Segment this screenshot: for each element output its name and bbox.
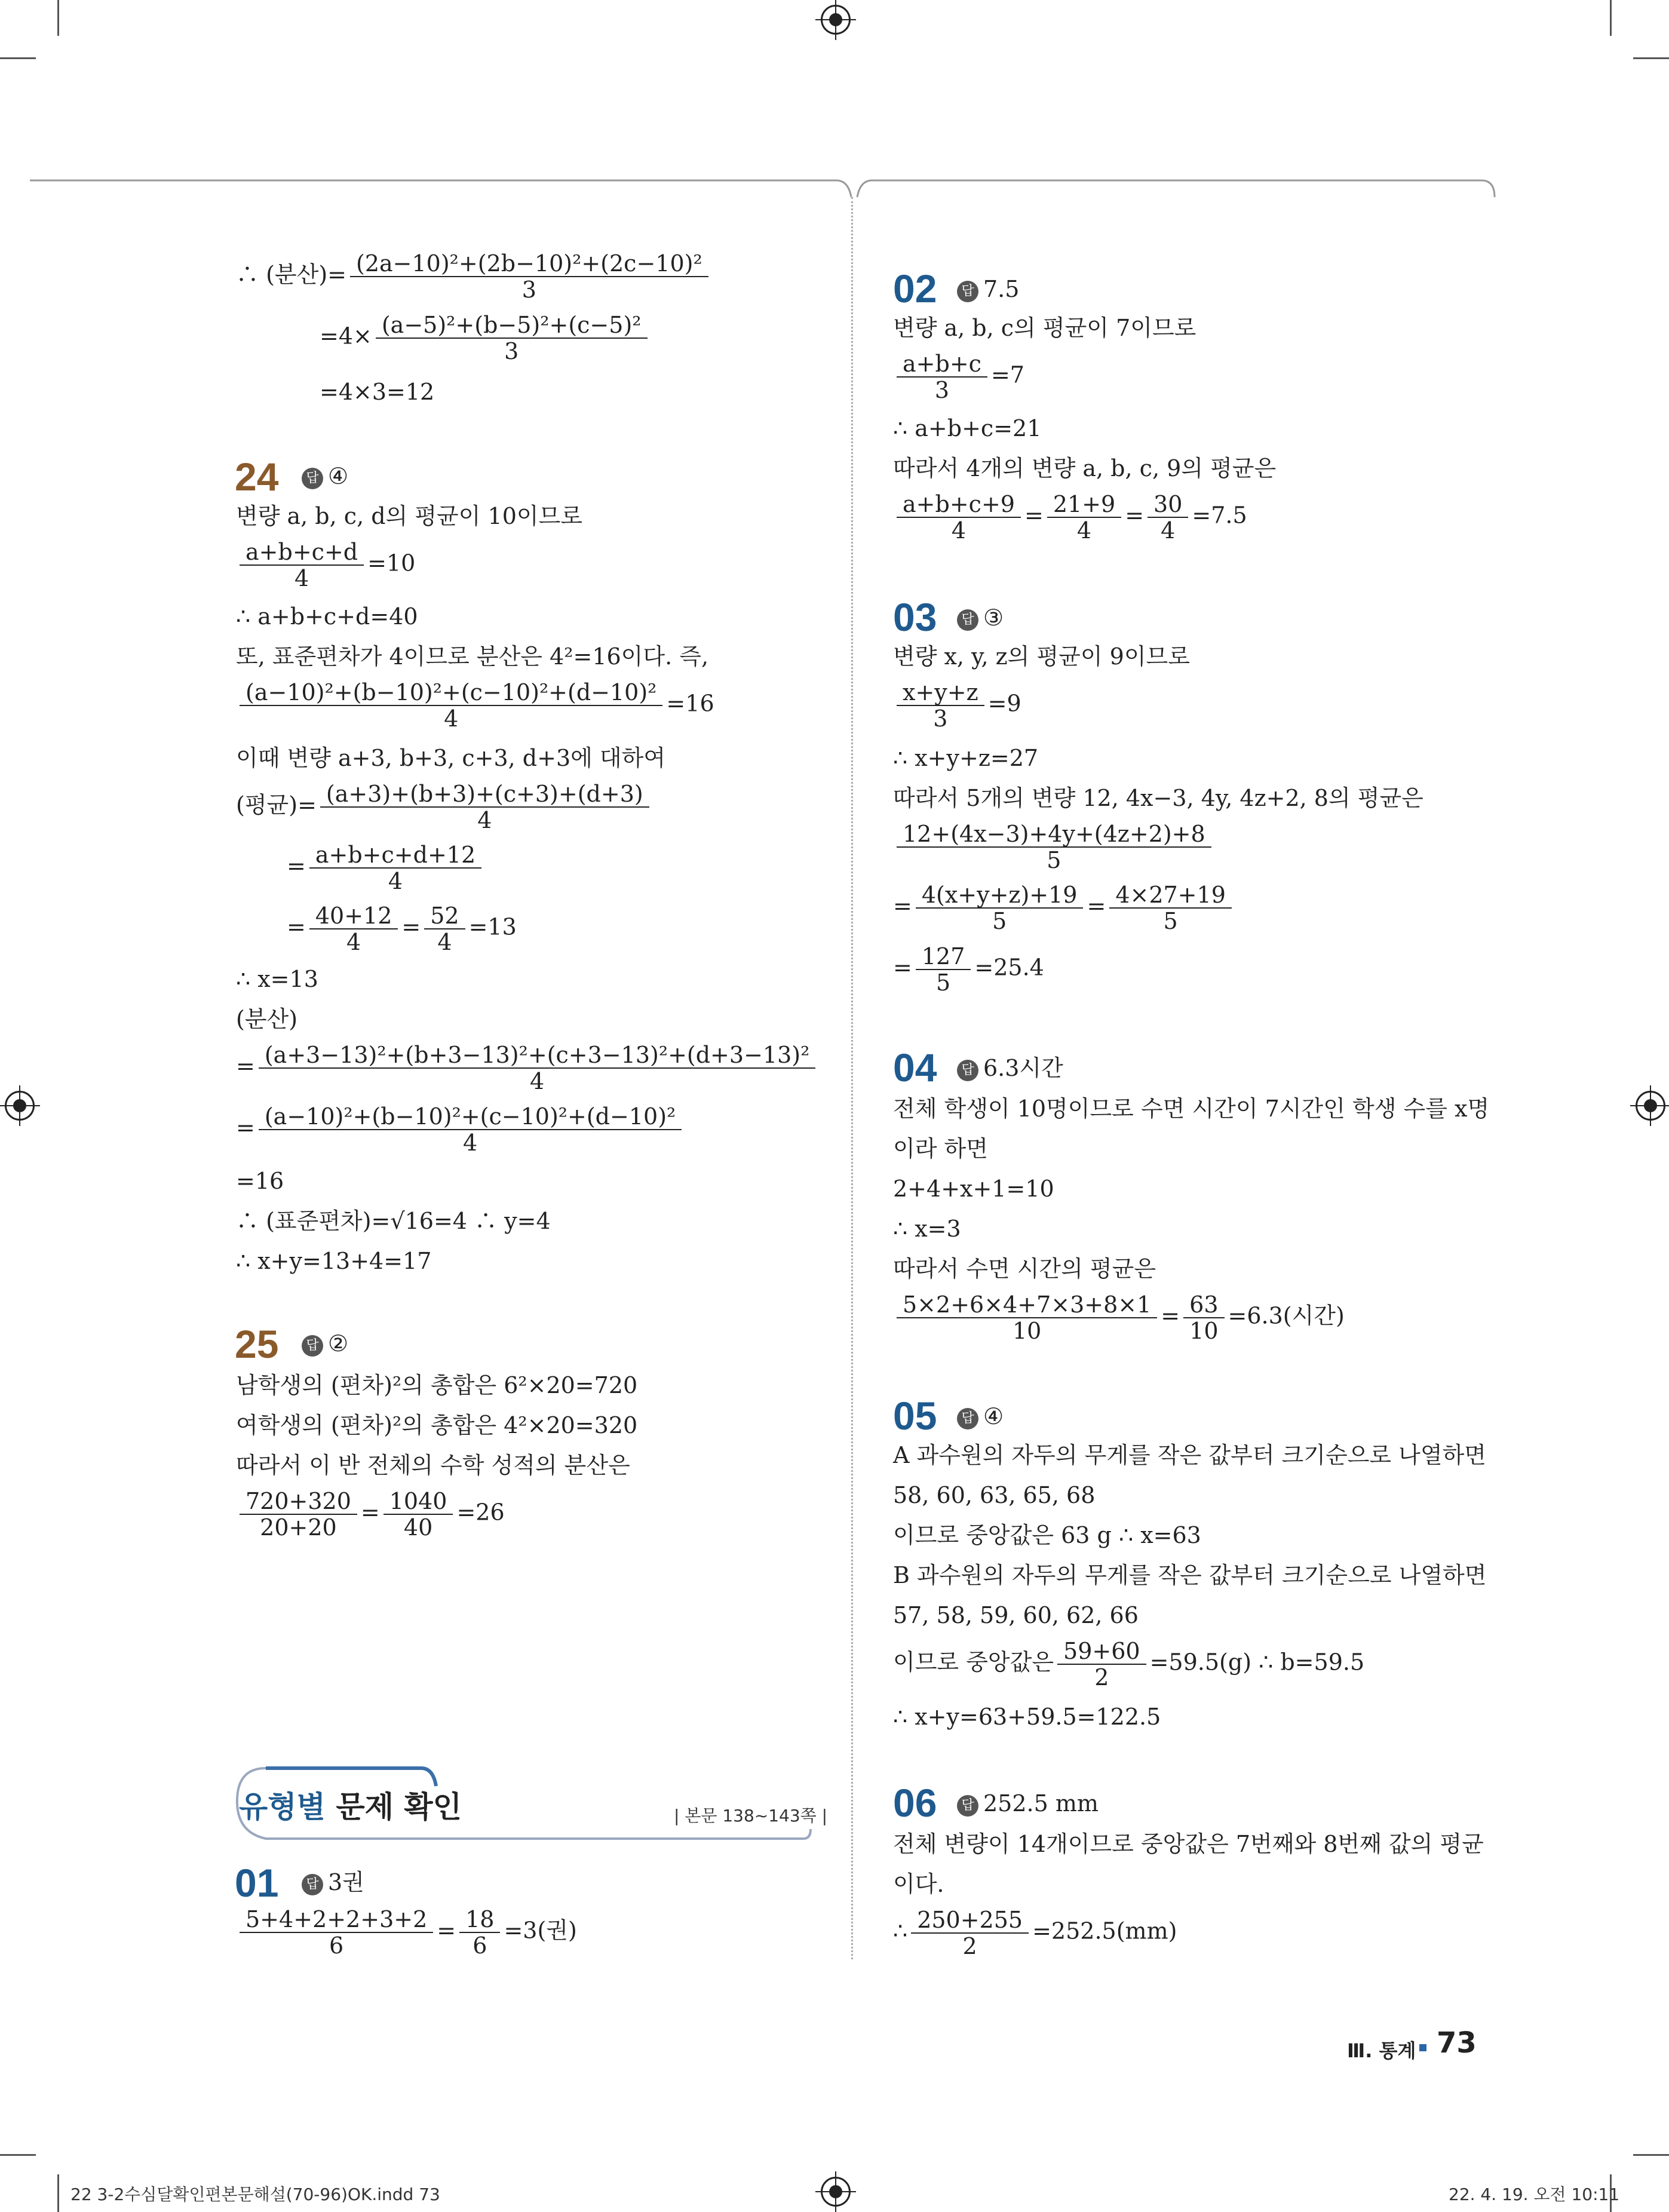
chapter-label: Ⅲ. 통계 <box>1347 2039 1416 2062</box>
crop-mark <box>0 2154 36 2156</box>
variance-line-2: =4× $\frac{\text{(a−5)²+(b−5)²+(c−5)²}}{3}$ <box>320 312 651 364</box>
formula: = $\frac{\text{(a+3−13)²+(b+3−13)²+(c+3−13)²+(d+3−13)²}}{4}$ <box>236 1042 819 1094</box>
problem-number: 01 <box>235 1861 279 1905</box>
variance-line-1: ∴ (분산)= $\frac{\text{(2a−10)²+(2b−10)²+(2c−10)²}}{3}$ <box>236 251 712 302</box>
registration-mark-icon <box>821 5 851 35</box>
crop-mark <box>57 2174 59 2212</box>
print-slug-file: 22 3-2수심달확인편본문해설(70-96)OK.indd 73 <box>70 2185 440 2204</box>
text-line: ∴ x+y=13+4=17 <box>236 1248 432 1274</box>
answer: 답 ④ <box>957 1402 1004 1431</box>
formula: = $\frac{\text{(a−10)²+(b−10)²+(c−10)²+(d−10)²}}{4}$ <box>236 1104 685 1155</box>
crop-mark <box>1633 57 1669 59</box>
text-line: 따라서 5개의 변량 12, 4x−3, 4y, 4z+2, 8의 평균은 <box>893 785 1423 811</box>
answer: 답 ② <box>302 1329 348 1358</box>
text-line: 여학생의 (편차)²의 총합은 4²×20=320 <box>236 1412 638 1438</box>
answer-badge-icon: 답 <box>957 1408 978 1429</box>
problem-number: 24 <box>235 455 279 499</box>
section-reference: | 본문 138~143쪽 | <box>674 1806 828 1826</box>
answer: 답 6.3시간 <box>957 1054 1063 1082</box>
text-line: 또, 표준편차가 4이므로 분산은 4²=16이다. 즉, <box>236 643 709 670</box>
text-line: 전체 학생이 10명이므로 수면 시간이 7시간인 학생 수를 x명 <box>893 1096 1490 1122</box>
answer-badge-icon: 답 <box>302 468 323 489</box>
problem-number: 02 <box>893 266 937 311</box>
formula: $\frac{a+b+c+9}{4}$ = $\frac{21+9}{4}$ = $\frac{30}{4}$ =7.5 <box>893 492 1247 543</box>
answer-badge-icon: 답 <box>302 1874 323 1895</box>
registration-mark-icon <box>5 1091 35 1121</box>
problem-number: 25 <box>235 1322 279 1366</box>
text-line: 이므로 중앙값은 63 g ∴ x=63 <box>893 1522 1201 1548</box>
formula: = $\frac{127}{5}$ =25.4 <box>893 943 1044 996</box>
text-line: 따라서 수면 시간의 평균은 <box>893 1256 1156 1282</box>
text-line: 이다. <box>893 1871 944 1897</box>
text-line: ∴ a+b+c=21 <box>893 415 1042 441</box>
text-line: 이때 변량 a+3, b+3, c+3, d+3에 대하여 <box>236 745 666 771</box>
text-line: 변량 a, b, c, d의 평균이 10이므로 <box>236 503 583 529</box>
text-line: 2+4+x+1=10 <box>893 1176 1054 1202</box>
answer: 답 ④ <box>302 462 348 490</box>
crop-mark <box>1633 2154 1669 2156</box>
problem-number: 04 <box>893 1045 937 1090</box>
text-line: =16 <box>236 1168 284 1194</box>
formula: $\frac{a+b+c+d}{4}$ =10 <box>236 539 415 591</box>
answer-badge-icon: 답 <box>302 1335 323 1357</box>
text-line: A 과수원의 자두의 무게를 작은 값부터 크기순으로 나열하면 <box>893 1442 1486 1468</box>
answer: 답 252.5 mm <box>957 1789 1099 1818</box>
problem-number: 05 <box>893 1394 937 1438</box>
text-line: (분산) <box>236 1006 298 1032</box>
text-line: ∴ a+b+c+d=40 <box>236 603 418 630</box>
text-line: ∴ (표준편차)=√16=4 ∴ y=4 <box>236 1208 551 1234</box>
formula: $\frac{5+4+2+2+3+2}{6}$ = $\frac{18}{6}$ =3(권) <box>236 1907 577 1958</box>
formula: $\frac{\text{(a−10)²+(b−10)²+(c−10)²+(d−10)²}}{4}$ =16 <box>236 680 714 731</box>
text-line: 변량 a, b, c의 평균이 7이므로 <box>893 315 1196 341</box>
crop-mark <box>57 0 59 36</box>
text-line: 전체 변량이 14개이므로 중앙값은 7번째와 8번째 값의 평균 <box>893 1831 1484 1857</box>
formula: = $\frac{a+b+c+d+12}{4}$ <box>287 842 485 894</box>
problem-number: 03 <box>893 595 937 639</box>
variance-line-3: =4×3=12 <box>320 379 435 405</box>
column-divider <box>851 197 853 1959</box>
crop-mark <box>1610 0 1612 36</box>
header-rule <box>24 173 1505 209</box>
formula: 이므로 중앙값은 $\frac{59+60}{2}$ =59.5(g) ∴ b=59.5 <box>893 1638 1365 1691</box>
text-line: ∴ x=3 <box>893 1216 961 1242</box>
problem-number: 06 <box>893 1781 937 1825</box>
formula: $\frac{5\times 2+6\times 4+7\times 3+8\times 1}{10}$ = $\frac{63}{10}$ =6.3(시간) <box>893 1292 1345 1343</box>
text-line: B 과수원의 자두의 무게를 작은 값부터 크기순으로 나열하면 <box>893 1562 1487 1588</box>
formula: $\frac{a+b+c}{3}$ =7 <box>893 351 1024 403</box>
formula: $\frac{x+y+z}{3}$ =9 <box>893 680 1021 731</box>
registration-mark-icon <box>1636 1091 1665 1121</box>
formula: ∴ $\frac{250+255}{2}$ =252.5(mm) <box>893 1907 1177 1959</box>
formula: $\frac{720+320}{20+20}$ = $\frac{1040}{40}$ =26 <box>236 1489 505 1540</box>
answer-badge-icon: 답 <box>957 609 978 631</box>
text-line: 58, 60, 63, 65, 68 <box>893 1482 1096 1508</box>
formula: $\frac{12+(4x-3)+4y+(4z+2)+8}{5}$ <box>893 821 1215 873</box>
chapter-separator <box>1419 2044 1426 2051</box>
text-line: 남학생의 (편차)²의 총합은 6²×20=720 <box>236 1372 638 1398</box>
text-line: 이라 하면 <box>893 1136 988 1162</box>
answer: 답 ③ <box>957 603 1004 632</box>
text-line: 따라서 이 반 전체의 수학 성적의 분산은 <box>236 1452 630 1478</box>
text-line: ∴ x+y=63+59.5=122.5 <box>893 1704 1161 1730</box>
text-line: ∴ x=13 <box>236 966 318 992</box>
answer: 답 3권 <box>302 1868 364 1897</box>
crop-mark <box>0 57 36 59</box>
answer: 답 7.5 <box>957 275 1019 303</box>
section-title: 유형별 문제 확인 <box>239 1790 462 1824</box>
print-slug-date: 22. 4. 19. 오전 10:11 <box>1449 2185 1620 2204</box>
text-line: 57, 58, 59, 60, 62, 66 <box>893 1602 1139 1628</box>
formula: = $\frac{40+12}{4}$ = $\frac{52}{4}$ =13 <box>287 903 517 955</box>
text-line: 따라서 4개의 변량 a, b, c, 9의 평균은 <box>893 455 1277 481</box>
answer-badge-icon: 답 <box>957 1060 978 1081</box>
answer-badge-icon: 답 <box>957 1795 978 1817</box>
text-line: 변량 x, y, z의 평균이 9이므로 <box>893 643 1190 670</box>
formula: (평균)= $\frac{(a+3)+(b+3)+(c+3)+(d+3)}{4}$ <box>236 781 653 833</box>
answer-badge-icon: 답 <box>957 281 978 302</box>
registration-mark-icon <box>821 2177 851 2207</box>
text-line: ∴ x+y+z=27 <box>893 745 1039 771</box>
formula: = $\frac{4(x+y+z)+19}{5}$ = $\frac{4\times 27+19}{5}$ <box>893 882 1235 934</box>
page-number: 73 <box>1437 2026 1477 2060</box>
